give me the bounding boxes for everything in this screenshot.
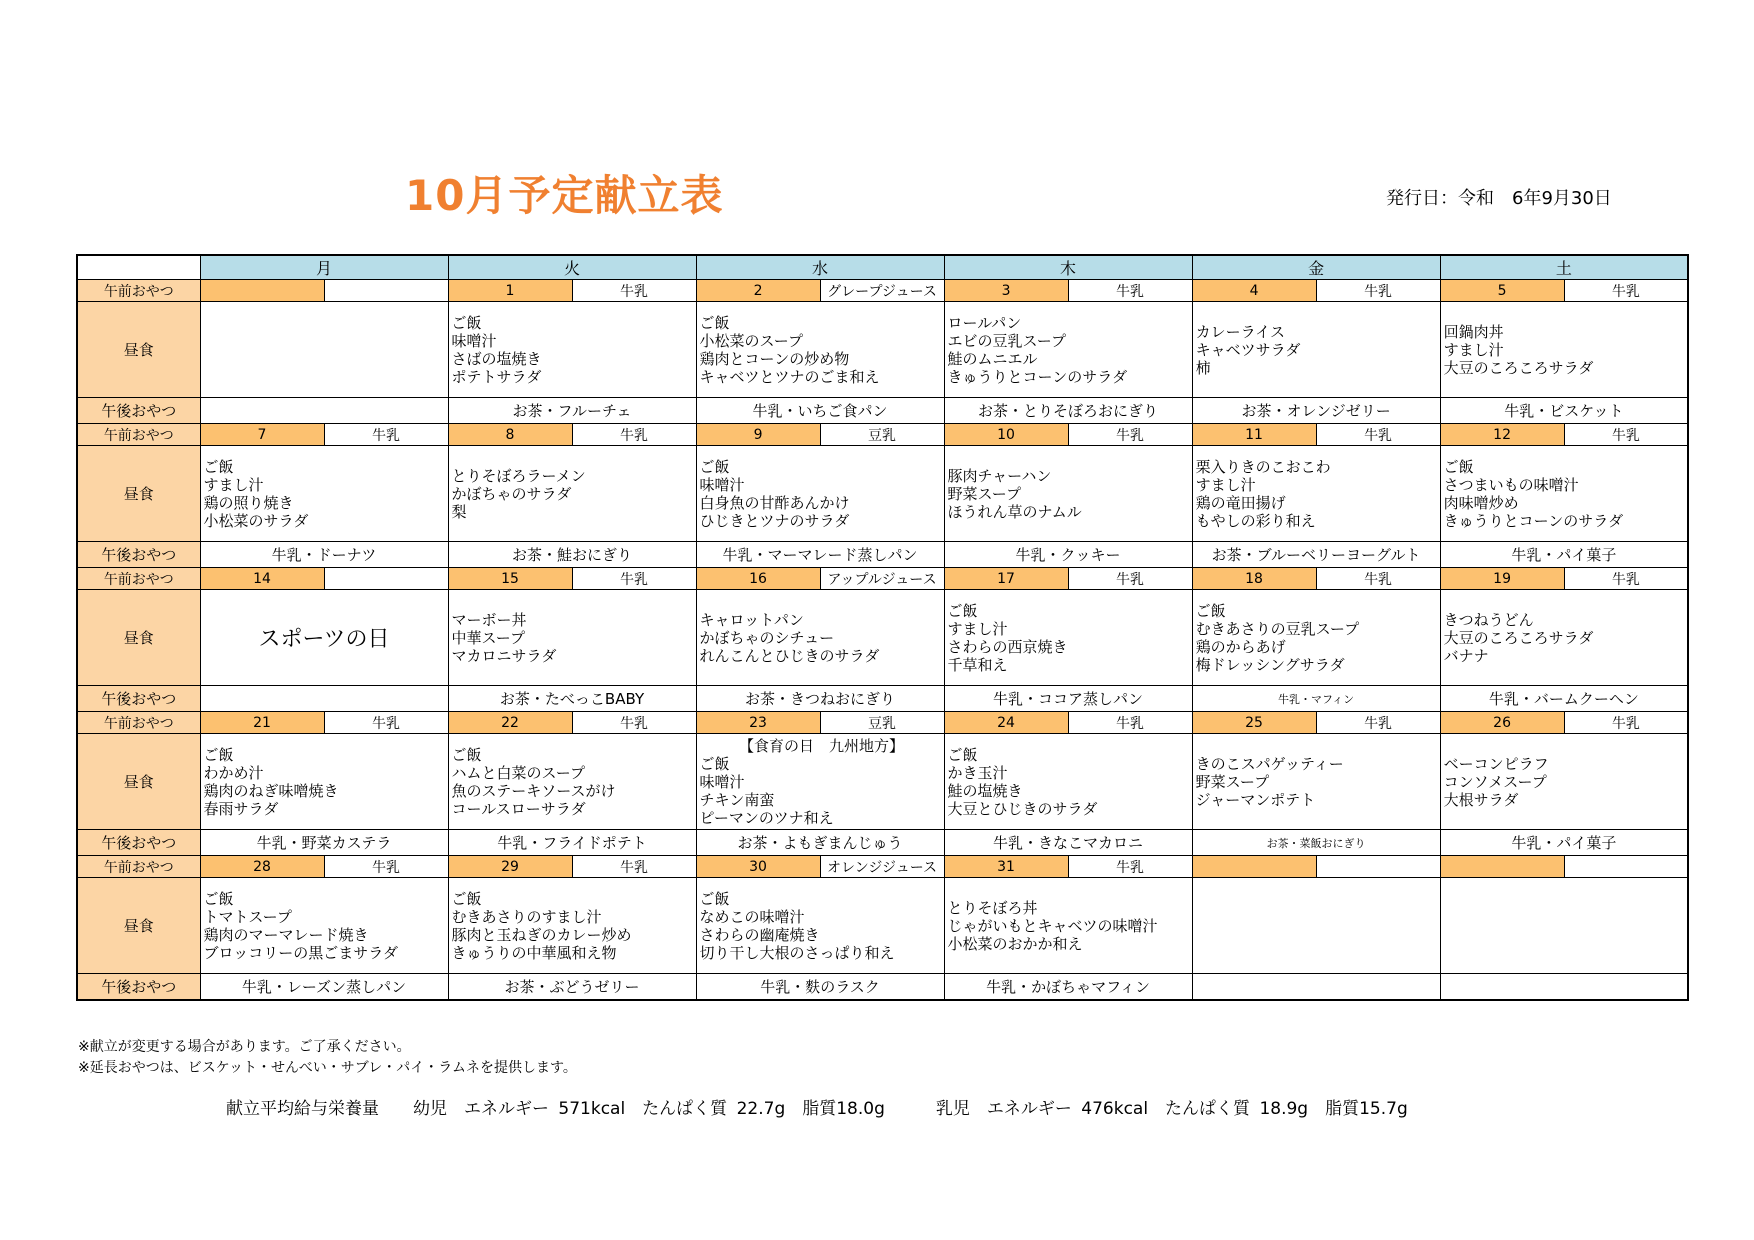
pm-snack-cell: 牛乳・麩のラスク: [696, 974, 944, 1001]
pm-snack-cell: 牛乳・いちご食パン: [696, 398, 944, 424]
dish-item: 味噌汁: [699, 475, 745, 494]
pm-snack-cell: 牛乳・バームクーヘン: [1440, 686, 1688, 712]
date-cell: 14: [200, 568, 324, 590]
dish-item: きゅうりとコーンのサラダ: [947, 367, 1128, 386]
pm-snack-cell: お茶・よもぎまんじゅう: [696, 830, 944, 856]
lunch-cell: [944, 446, 1192, 542]
dish-item: 大豆とひじきのサラダ: [947, 799, 1098, 818]
dish-item: ご飯: [1195, 601, 1226, 620]
dish-item: ご飯: [699, 889, 730, 908]
date-cell: 24: [944, 712, 1068, 734]
pm-snack-cell: お茶・とりそぼろおにぎり: [944, 398, 1192, 424]
pm-snack-cell: [200, 398, 448, 424]
menu-table: [76, 254, 1689, 1001]
dish-item: コールスローサラダ: [451, 799, 586, 818]
pm-snack-cell: お茶・フルーチェ: [448, 398, 696, 424]
date-cell: 19: [1440, 568, 1564, 590]
date-cell: 8: [448, 424, 572, 446]
dish-item: ジャーマンポテト: [1195, 790, 1316, 809]
dish-item: 肉味噌炒め: [1443, 493, 1519, 512]
lunch-label: 昼食: [77, 590, 200, 686]
lunch-cell: [1192, 878, 1440, 974]
holiday-label: スポーツの日: [200, 590, 448, 686]
dish-item: ご飯: [203, 745, 234, 764]
lunch-label: 昼食: [77, 302, 200, 398]
am-drink: 牛乳: [1316, 280, 1440, 302]
dish-item: なめこの味噌汁: [699, 907, 805, 926]
am-drink: 牛乳: [1068, 856, 1192, 878]
am-drink: 牛乳: [572, 568, 696, 590]
day-header-wed: 水: [696, 255, 944, 280]
pm-snack-cell: 牛乳・レーズン蒸しパン: [200, 974, 448, 1001]
dish-item: キャロットパン: [699, 610, 804, 629]
am-snack-row: [77, 712, 1688, 734]
dish-item: むきあさりのすまし汁: [451, 907, 602, 926]
date-cell: [1192, 856, 1316, 878]
date-cell: 29: [448, 856, 572, 878]
pm-snack-cell: 牛乳・クッキー: [944, 542, 1192, 568]
pm-snack-label: 午後おやつ: [77, 686, 200, 712]
dish-item: ピーマンのツナ和え: [699, 808, 834, 827]
am-snack-row: [77, 856, 1688, 878]
date-cell: 12: [1440, 424, 1564, 446]
lunch-cell: [1192, 734, 1440, 830]
pm-snack-cell: 牛乳・ドーナツ: [200, 542, 448, 568]
am-snack-label: 午前おやつ: [77, 712, 200, 734]
pm-snack-cell: 牛乳・フライドポテト: [448, 830, 696, 856]
date-cell: [1440, 856, 1564, 878]
pm-snack-cell: 牛乳・マーマレード蒸しパン: [696, 542, 944, 568]
dish-item: 豚肉と玉ねぎのカレー炒め: [451, 925, 632, 944]
dish-item: すまし汁: [947, 619, 1008, 638]
lunch-cell: [448, 302, 696, 398]
dish-item: 【食育の日 九州地方】: [739, 736, 905, 755]
dish-item: 小松菜のおかか和え: [947, 934, 1083, 953]
dish-item: カレーライス: [1195, 322, 1285, 341]
lunch-cell: [944, 878, 1192, 974]
dish-item: 栗入りきのこおこわ: [1195, 457, 1331, 476]
lunch-cell: [1440, 734, 1688, 830]
lunch-cell: [696, 302, 944, 398]
date-cell: 3: [944, 280, 1068, 302]
lunch-cell: [448, 590, 696, 686]
date-cell: 28: [200, 856, 324, 878]
day-header-sat: 土: [1440, 255, 1688, 280]
pm-snack-label: 午後おやつ: [77, 974, 200, 1001]
note-line: ※献立が変更する場合があります。ご了承ください。: [78, 1039, 411, 1055]
lunch-cell: [944, 590, 1192, 686]
note-line: ※延長おやつは、ビスケット・せんべい・サブレ・パイ・ラムネを提供します。: [78, 1060, 577, 1076]
date-cell: 10: [944, 424, 1068, 446]
am-snack-row: [77, 424, 1688, 446]
dish-item: 味噌汁: [451, 331, 497, 350]
date-cell: 16: [696, 568, 820, 590]
dish-item: ご飯: [1443, 457, 1474, 476]
dish-item: ご飯: [699, 313, 730, 332]
pm-snack-cell: 牛乳・ココア蒸しパン: [944, 686, 1192, 712]
pm-snack-cell: お茶・ぶどうゼリー: [448, 974, 696, 1001]
am-drink: 牛乳: [1068, 712, 1192, 734]
dish-item: 小松菜のスープ: [699, 331, 804, 350]
date-cell: 21: [200, 712, 324, 734]
dish-item: トマトスープ: [203, 907, 292, 926]
dish-item: ご飯: [203, 457, 234, 476]
date-cell: 23: [696, 712, 820, 734]
dish-item: 大豆のころころサラダ: [1443, 628, 1594, 647]
am-drink: 牛乳: [1564, 424, 1688, 446]
dish-item: きゅうりとコーンのサラダ: [1443, 511, 1624, 530]
pm-snack-row: [77, 542, 1688, 568]
am-drink: 牛乳: [1316, 424, 1440, 446]
am-drink: オレンジジュース: [820, 856, 944, 878]
dish-item: 鶏肉のねぎ味噌焼き: [203, 781, 339, 800]
date-cell: 30: [696, 856, 820, 878]
dish-item: とりそぼろラーメン: [451, 466, 586, 485]
lunch-cell: [200, 302, 448, 398]
lunch-cell: [200, 734, 448, 830]
dish-item: ご飯: [451, 745, 482, 764]
dish-item: きゅうりの中華風和え物: [451, 943, 617, 962]
lunch-cell: [200, 878, 448, 974]
am-drink: 牛乳: [1316, 568, 1440, 590]
dish-item: ご飯: [451, 313, 482, 332]
date-cell: 17: [944, 568, 1068, 590]
lunch-cell: [696, 590, 944, 686]
pm-snack-cell: 牛乳・野菜カステラ: [200, 830, 448, 856]
pm-snack-label: 午後おやつ: [77, 830, 200, 856]
dish-item: かき玉汁: [947, 763, 1008, 782]
date-cell: [200, 280, 324, 302]
lunch-row: [77, 590, 1688, 686]
day-header-mon: 月: [200, 255, 448, 280]
pm-snack-row: [77, 398, 1688, 424]
dish-item: 鶏肉とコーンの炒め物: [699, 349, 850, 368]
dish-item: 豚肉チャーハン: [947, 466, 1052, 485]
dish-item: 野菜スープ: [947, 484, 1022, 503]
day-header-tue: 火: [448, 255, 696, 280]
dish-item: ほうれん草のナムル: [947, 502, 1082, 521]
lunch-cell: [200, 446, 448, 542]
pm-snack-cell: [200, 686, 448, 712]
dish-item: 大根サラダ: [1443, 790, 1519, 809]
dish-item: マカロニサラダ: [451, 646, 557, 665]
pm-snack-cell: お茶・ブルーベリーヨーグルト: [1192, 542, 1440, 568]
lunch-label: 昼食: [77, 734, 200, 830]
dish-item: 鶏のからあげ: [1195, 637, 1286, 656]
lunch-cell: [1440, 446, 1688, 542]
dish-item: 回鍋肉丼: [1443, 322, 1504, 341]
lunch-cell: [696, 446, 944, 542]
dish-item: さばの塩焼き: [451, 349, 542, 368]
dish-item: 大豆のころころサラダ: [1443, 358, 1594, 377]
lunch-cell: [448, 878, 696, 974]
lunch-row: [77, 446, 1688, 542]
pm-snack-cell: 牛乳・きなこマカロニ: [944, 830, 1192, 856]
pm-snack-cell: 牛乳・ビスケット: [1440, 398, 1688, 424]
lunch-cell: [1440, 878, 1688, 974]
am-drink: 牛乳: [572, 712, 696, 734]
dish-item: きつねうどん: [1443, 610, 1534, 629]
am-snack-row: [77, 280, 1688, 302]
lunch-cell: [1440, 302, 1688, 398]
am-drink: 豆乳: [820, 424, 944, 446]
nutrition-summary: 献立平均給与栄養量 幼児 エネルギー 571kcal たんぱく質 22.7g 脂質18.0g 乳児 エネルギー 476kcal たんぱく質 18.9g 脂質15.7g: [226, 1099, 1408, 1119]
pm-snack-cell: お茶・たべっこBABY: [448, 686, 696, 712]
corner-cell: [77, 255, 200, 280]
lunch-row: [77, 302, 1688, 398]
lunch-cell: [944, 734, 1192, 830]
dish-item: 鶏肉のマーマレード焼き: [203, 925, 369, 944]
date-cell: 15: [448, 568, 572, 590]
dish-item: ご飯: [699, 457, 730, 476]
menu-body: [77, 255, 1688, 1000]
dish-item: 鶏の照り焼き: [203, 493, 294, 512]
dish-item: ご飯: [699, 754, 730, 773]
pm-snack-label: 午後おやつ: [77, 398, 200, 424]
pm-snack-cell: 牛乳・パイ菓子: [1440, 542, 1688, 568]
dish-item: 中華スープ: [451, 628, 526, 647]
am-drink: 牛乳: [324, 856, 448, 878]
lunch-cell: [1192, 590, 1440, 686]
pm-snack-cell: 牛乳・パイ菓子: [1440, 830, 1688, 856]
dish-item: すまし汁: [1195, 475, 1256, 494]
am-drink: 牛乳: [1316, 712, 1440, 734]
date-cell: 1: [448, 280, 572, 302]
lunch-row: [77, 878, 1688, 974]
dish-item: むきあさりの豆乳スープ: [1195, 619, 1360, 638]
am-snack-label: 午前おやつ: [77, 568, 200, 590]
dish-item: かぼちゃのサラダ: [451, 484, 572, 503]
dish-item: 切り干し大根のさっぱり和え: [699, 943, 895, 962]
dish-item: 鮭のムニエル: [947, 349, 1038, 368]
dish-item: 魚のステーキソースがけ: [451, 781, 616, 800]
am-drink: 豆乳: [820, 712, 944, 734]
date-cell: 22: [448, 712, 572, 734]
am-snack-label: 午前おやつ: [77, 856, 200, 878]
pm-snack-label: 午後おやつ: [77, 542, 200, 568]
date-cell: 4: [1192, 280, 1316, 302]
dish-item: 鶏の竜田揚げ: [1195, 493, 1286, 512]
dish-item: じゃがいもとキャベツの味噌汁: [947, 916, 1158, 935]
date-cell: 11: [1192, 424, 1316, 446]
am-drink: 牛乳: [572, 424, 696, 446]
am-drink: 牛乳: [324, 424, 448, 446]
am-drink: [324, 568, 448, 590]
am-drink: [1316, 856, 1440, 878]
dish-item: 味噌汁: [699, 772, 745, 791]
dish-item: ひじきとツナのサラダ: [699, 511, 850, 530]
issue-date: 発行日：令和 6年9月30日: [1386, 188, 1612, 209]
am-drink: [324, 280, 448, 302]
dish-item: 梅ドレッシングサラダ: [1195, 655, 1345, 674]
dish-item: コンソメスープ: [1443, 772, 1547, 791]
page-title: 10月予定献立表: [405, 171, 724, 220]
am-drink: 牛乳: [1564, 712, 1688, 734]
dish-item: キャベツとツナのごま和え: [699, 367, 880, 386]
am-drink: 牛乳: [572, 856, 696, 878]
dish-item: ポテトサラダ: [451, 367, 542, 386]
pm-snack-cell: 牛乳・かぼちゃマフィン: [944, 974, 1192, 1001]
dish-item: 白身魚の甘酢あんかけ: [699, 493, 850, 512]
lunch-row: [77, 734, 1688, 830]
dish-item: かぼちゃのシチュー: [699, 628, 835, 647]
pm-snack-cell: 牛乳・マフィン: [1192, 686, 1440, 712]
pm-snack-row: [77, 974, 1688, 1001]
lunch-cell: [1192, 302, 1440, 398]
dish-item: ベーコンピラフ: [1443, 754, 1549, 773]
am-drink: 牛乳: [1068, 568, 1192, 590]
am-drink: [1564, 856, 1688, 878]
pm-snack-row: [77, 686, 1688, 712]
lunch-cell: [696, 878, 944, 974]
lunch-label: 昼食: [77, 446, 200, 542]
pm-snack-cell: [1192, 974, 1440, 1001]
day-header-fri: 金: [1192, 255, 1440, 280]
dish-item: エビの豆乳スープ: [947, 331, 1067, 350]
pm-snack-cell: [1440, 974, 1688, 1001]
pm-snack-cell: お茶・オレンジゼリー: [1192, 398, 1440, 424]
dish-item: ご飯: [451, 889, 482, 908]
am-drink: グレープジュース: [820, 280, 944, 302]
date-cell: 5: [1440, 280, 1564, 302]
lunch-cell: [448, 446, 696, 542]
dish-item: バナナ: [1443, 646, 1489, 665]
date-cell: 2: [696, 280, 820, 302]
dish-item: 小松菜のサラダ: [203, 511, 309, 530]
pm-snack-cell: お茶・きつねおにぎり: [696, 686, 944, 712]
dish-item: とりそぼろ丼: [947, 898, 1038, 917]
dish-item: わかめ汁: [203, 763, 264, 782]
am-snack-row: [77, 568, 1688, 590]
am-snack-label: 午前おやつ: [77, 424, 200, 446]
dish-item: 梨: [451, 502, 467, 521]
pm-snack-cell: お茶・菜飯おにぎり: [1192, 830, 1440, 856]
day-header-row: [77, 255, 1688, 280]
date-cell: 7: [200, 424, 324, 446]
dish-item: さつまいもの味噌汁: [1443, 475, 1579, 494]
dish-item: チキン南蛮: [699, 790, 775, 809]
dish-item: マーボー丼: [451, 610, 527, 629]
dish-item: キャベツサラダ: [1195, 340, 1301, 359]
dish-item: さわらの西京焼き: [947, 637, 1068, 656]
dish-item: 野菜スープ: [1195, 772, 1270, 791]
dish-item: きのこスパゲッティー: [1195, 754, 1344, 773]
dish-item: ロールパン: [947, 313, 1022, 332]
am-drink: 牛乳: [1068, 424, 1192, 446]
pm-snack-cell: お茶・鮭おにぎり: [448, 542, 696, 568]
date-cell: 26: [1440, 712, 1564, 734]
am-drink: 牛乳: [572, 280, 696, 302]
date-cell: 18: [1192, 568, 1316, 590]
lunch-cell: [696, 734, 944, 830]
dish-item: ハムと白菜のスープ: [451, 763, 586, 782]
lunch-cell: [1440, 590, 1688, 686]
date-cell: 9: [696, 424, 820, 446]
am-drink: アップルジュース: [820, 568, 944, 590]
am-drink: 牛乳: [1068, 280, 1192, 302]
date-cell: 31: [944, 856, 1068, 878]
lunch-cell: [944, 302, 1192, 398]
dish-item: ご飯: [947, 601, 978, 620]
lunch-cell: [448, 734, 696, 830]
notes: [78, 1037, 577, 1079]
dish-item: ブロッコリーの黒ごまサラダ: [203, 943, 399, 962]
dish-item: ご飯: [947, 745, 978, 764]
dish-item: 鮭の塩焼き: [947, 781, 1023, 800]
dish-item: もやしの彩り和え: [1195, 511, 1316, 530]
dish-item: れんこんとひじきのサラダ: [699, 646, 880, 665]
dish-item: 千草和え: [947, 655, 1008, 674]
dish-item: ご飯: [203, 889, 234, 908]
date-cell: 25: [1192, 712, 1316, 734]
dish-item: すまし汁: [203, 475, 264, 494]
day-header-thu: 木: [944, 255, 1192, 280]
dish-item: さわらの幽庵焼き: [699, 925, 820, 944]
lunch-label: 昼食: [77, 878, 200, 974]
am-drink: 牛乳: [1564, 280, 1688, 302]
dish-item: 春雨サラダ: [203, 799, 279, 818]
dish-item: 柿: [1195, 358, 1211, 377]
lunch-cell: [1192, 446, 1440, 542]
dish-item: すまし汁: [1443, 340, 1504, 359]
am-drink: 牛乳: [1564, 568, 1688, 590]
am-drink: 牛乳: [324, 712, 448, 734]
am-snack-label: 午前おやつ: [77, 280, 200, 302]
pm-snack-row: [77, 830, 1688, 856]
